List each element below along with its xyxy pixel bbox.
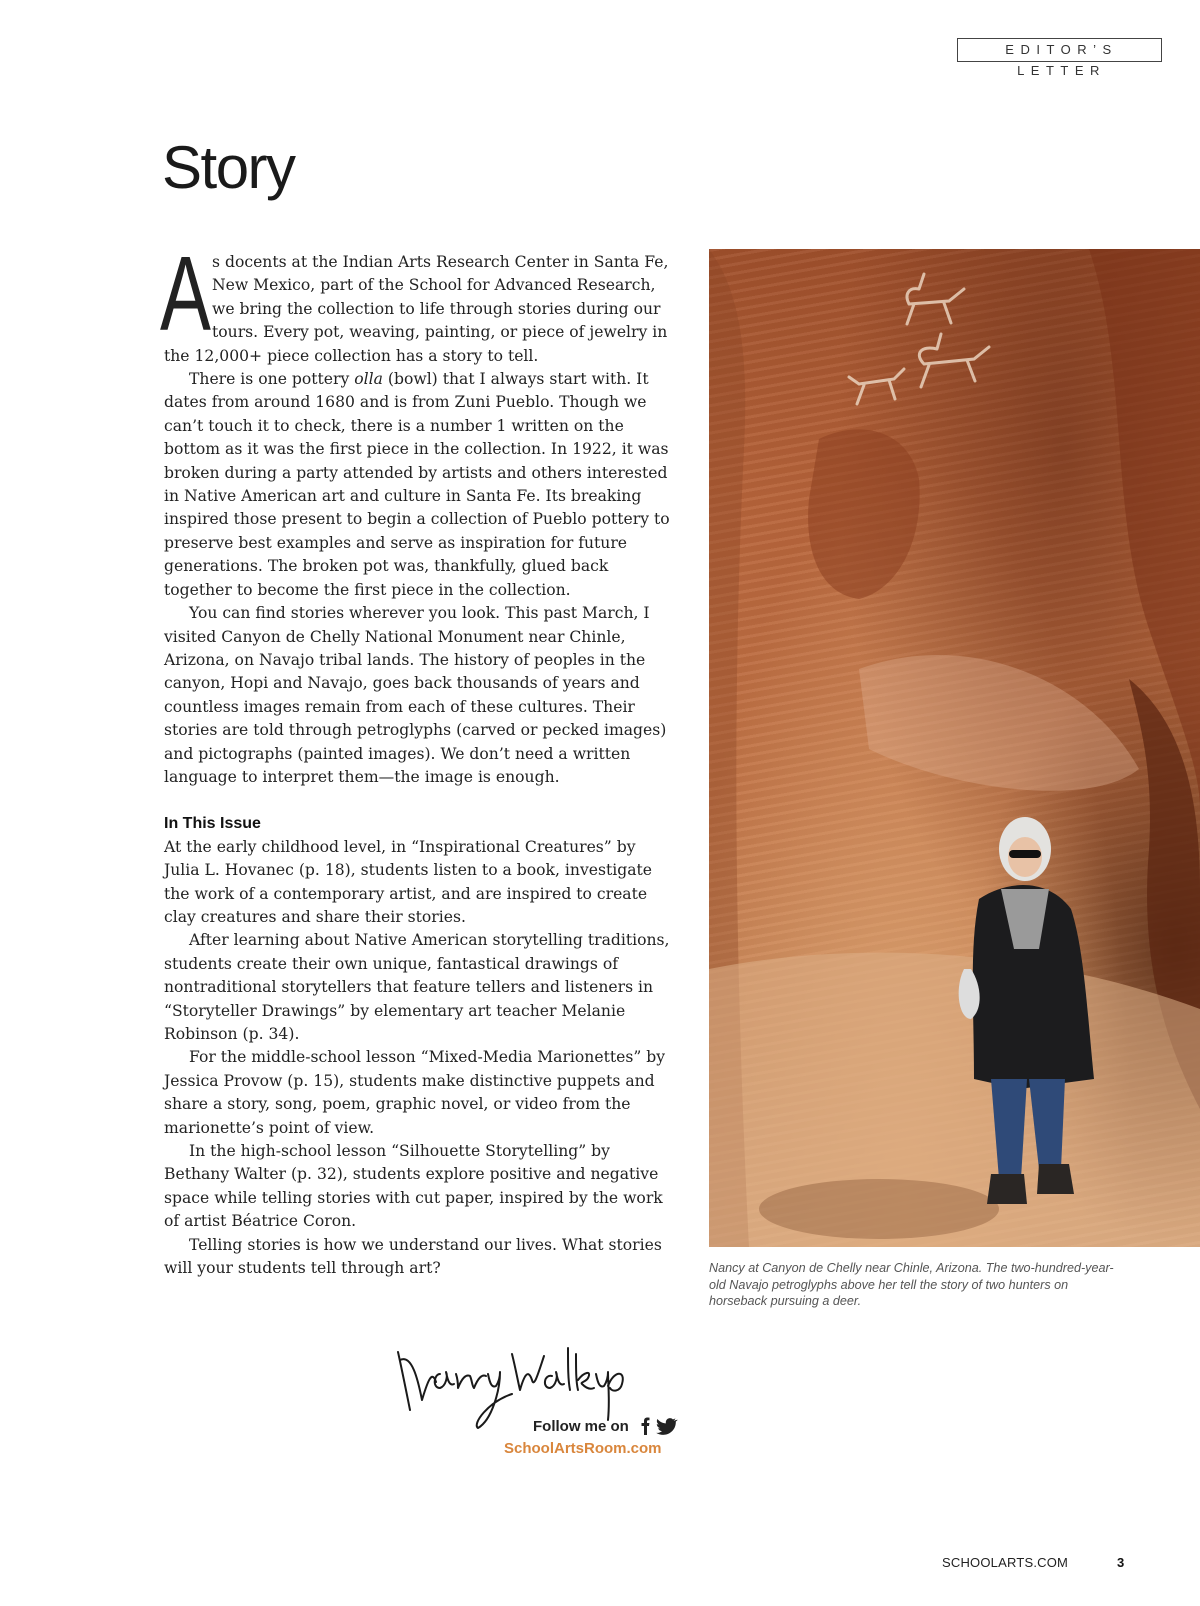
issue-paragraph-1: At the early childhood level, in “Inspirational Creatures” by Julia L. Hovanec (p. 18), students listen to a book, investigate the work of a contemporary artist, and are inspired to create clay creatures and share their stories. bbox=[164, 837, 653, 926]
issue-paragraph-4: In the high-school lesson “Silhouette Storytelling” by Bethany Walter (p. 32), students explore positive and negative space while telling stories with cut paper, inspired by the work of artist Béatrice Coron. bbox=[164, 1142, 663, 1231]
section-label: EDITOR’S LETTER bbox=[957, 38, 1162, 62]
social-icons bbox=[638, 1416, 678, 1436]
photo-caption: Nancy at Canyon de Chelly near Chinle, Arizona. The two-hundred-year-old Navajo petroglyphs above her tell the story of two hunters on horseback pursuing a deer. bbox=[709, 1261, 1114, 1308]
page-number: 3 bbox=[1117, 1555, 1125, 1570]
issue-paragraph-3: For the middle-school lesson “Mixed-Media Marionettes” by Jessica Provow (p. 15), students make distinctive puppets and share a story, song, poem, graphic novel, or video from the marionette’s point of view. bbox=[164, 1048, 666, 1137]
twitter-icon[interactable] bbox=[656, 1418, 678, 1435]
subhead-in-this-issue: In This Issue bbox=[164, 815, 261, 833]
drop-cap: A bbox=[160, 235, 211, 353]
article-title: Story bbox=[162, 134, 295, 201]
canyon-photo bbox=[709, 249, 1200, 1247]
facebook-icon[interactable] bbox=[642, 1418, 650, 1436]
issue-paragraph-2: After learning about Native American storytelling traditions, students create their own unique, fantastical drawings of nontraditional storytellers that feature tellers and listeners in “Storyteller Drawings” by elementary art teacher Melanie Robinson (p. 34). bbox=[164, 931, 670, 1043]
issue-paragraph-5: Telling stories is how we understand our lives. What stories will your students tell through art? bbox=[164, 1235, 662, 1278]
site-link[interactable]: SchoolArtsRoom.com bbox=[504, 1440, 662, 1457]
article-body bbox=[160, 235, 674, 1280]
paragraph-3: You can find stories wherever you look. This past March, I visited Canyon de Chelly National Monument near Chinle, Arizona, on Navajo tribal lands. The history of peoples in the canyon, Hopi and Navajo, goes back thousands of years and countless images remain from each of these cultures. Their stories are told through petroglyphs (carved or pecked images) and pictographs (painted images). We don’t need a written language to interpret them—the image is enough. bbox=[164, 604, 667, 786]
footer-site: SCHOOLARTS.COM bbox=[942, 1555, 1069, 1570]
paragraph-1: As docents at the Indian Arts Research Center in Santa Fe, New Mexico, part of the School for Advanced Research, we bring the collection to life through stories during our tours. Every pot, weaving, painting, or piece of jewelry in the 12,000+ piece collection has a story to tell. bbox=[160, 235, 669, 365]
italic-term: olla bbox=[354, 370, 383, 389]
paragraph-2: There is one pottery olla (bowl) that I always start with. It dates from around 1680 and is from Zuni Pueblo. Though we can’t touch it to check, there is a number 1 written on the bottom as it was the first piece in the collection. In 1922, it was broken during a party attended by artists and others interested in Native American art and culture in Santa Fe. Its breaking inspired those present to begin a collection of Pueblo pottery to preserve best examples and serve as inspiration for future generations. The broken pot was, thankfully, glued back together to become the first piece in the collection. bbox=[164, 370, 670, 599]
follow-label: Follow me on bbox=[533, 1418, 629, 1435]
